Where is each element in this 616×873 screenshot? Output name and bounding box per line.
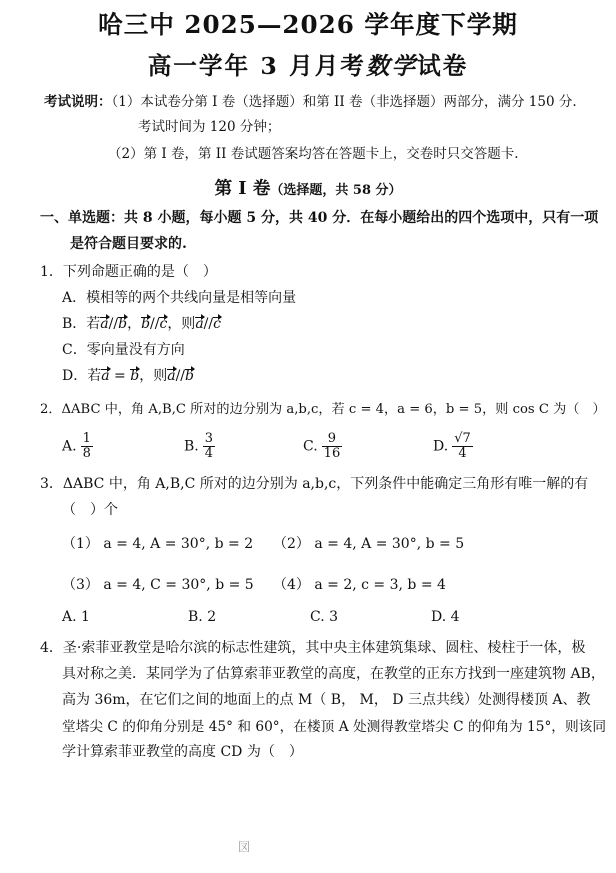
q3-condition-1: （1） a = 4, A = 30°, b = 2 [62,536,254,552]
q3-condition-2: （2） a = 4, A = 30°, b = 5 [273,536,465,552]
q1-d-prefix: D．若 [62,368,102,384]
q1-option-b: B．若a//b，b//c，则a//c [62,316,221,332]
q4-line2: 具对称之美．某同学为了估算索菲亚教堂的高度，在教堂的正东方找到一座建筑物 AB， [62,666,605,682]
q3-option-b: B. 2 [188,609,217,625]
q2-b-num: 3 [204,431,214,446]
instructions-label: 考试说明： [44,94,112,110]
header-part-a: 高一学年 3 月月考 [147,52,366,80]
q3-stem-line1: 3．ΔABC 中，角 A,B,C 所对的边分别为 a,b,c，下列条件中能确定三角形有唯一解的有 [40,476,589,492]
q4-line4: 堂塔尖 C 的仰角分别是 45° 和 60°，在楼顶 A 处测得教堂塔尖 C 的仰角为 15°，则该同 [62,719,607,735]
footer-mark: 㘝 [238,840,251,854]
q2-d-label: D. [433,438,449,455]
section-name: 第 I 卷 [214,178,271,199]
q2-c-den: 16 [323,446,341,461]
q2-c-label: C. [303,438,318,455]
q1-d-then: ，则 [139,368,168,384]
header-part-b: 试卷 [417,52,469,80]
q3-condition-4: （4） a = 2, c = 3, b = 4 [273,577,446,593]
q2-option-b [184,432,215,461]
q4-line5: 学计算索菲亚教堂的高度 CD 为（ ） [62,744,303,760]
header-subject: 数学 [365,52,418,80]
section-title [0,175,616,200]
q1-option-d: D．若a = b，则a//b [62,368,194,384]
q3-condition-3: （3） a = 4, C = 30°, b = 5 [62,577,254,593]
instructions-item2: （2）第 I 卷，第 II 卷试题答案均答在答题卡上，交卷时只交答题卡. [108,146,519,162]
q2-d-num: √7 [454,431,471,446]
q1-b-then: ，则 [167,316,196,332]
q1-option-c: C．零向量没有方向 [62,342,185,358]
q2-option-d [433,432,473,461]
q1-option-a: A．模相等的两个共线向量是相等向量 [62,290,297,306]
q2-option-c [303,432,342,461]
q3-stem-line2: （ ）个 [62,502,118,518]
q3-option-a: A. 1 [62,609,90,625]
q1-b-prefix: B．若 [62,316,101,332]
instructions-item1b: 考试时间为 120 分钟； [138,119,281,135]
q2-option-a [62,432,93,461]
exam-header-line2 [0,47,616,81]
exam-header-line1: 哈三中 2025—2026 学年度下学期 [98,10,518,39]
q2-c-num: 9 [322,432,343,447]
q3-option-c: C. 3 [310,609,339,625]
q2-b-label: B. [184,438,199,455]
instructions-item1a: （1）本试卷分第 I 卷（选择题）和第 II 卷（非选择题）两部分，满分 150 分. [111,94,577,110]
q3-option-d: D. 4 [431,609,460,625]
part1-line2: 是符合题目要求的. [70,236,187,252]
section-sub: （选择题，共 58 分） [270,183,402,198]
q2-a-num: 1 [82,431,91,446]
q2-b-den: 4 [204,446,214,461]
q1-stem: 1．下列命题正确的是（ ） [40,264,217,280]
q4-line3: 高为 36m，在它们之间的地面上的点 M（ B， M， D 三点共线）处测得楼顶 A、教 [62,692,591,708]
q2-stem: 2．ΔABC 中，角 A,B,C 所对的边分别为 a,b,c，若 c = 4，a = 6，b = 5，则 cos C 为（ ） [40,402,606,417]
q4-line1: 4．圣·索菲亚教堂是哈尔滨的标志性建筑，其中央主体建筑集球、圆柱、棱柱于一体，极 [40,640,586,656]
q2-a-label: A. [62,438,77,455]
q2-d-den: 4 [458,446,467,461]
part1-line1: 一、单选题：共 8 小题，每小题 5 分，共 40 分．在每小题给出的四个选项中，只有一项 [40,210,599,226]
instructions-line1 [44,90,577,110]
q2-a-den: 8 [82,446,91,461]
